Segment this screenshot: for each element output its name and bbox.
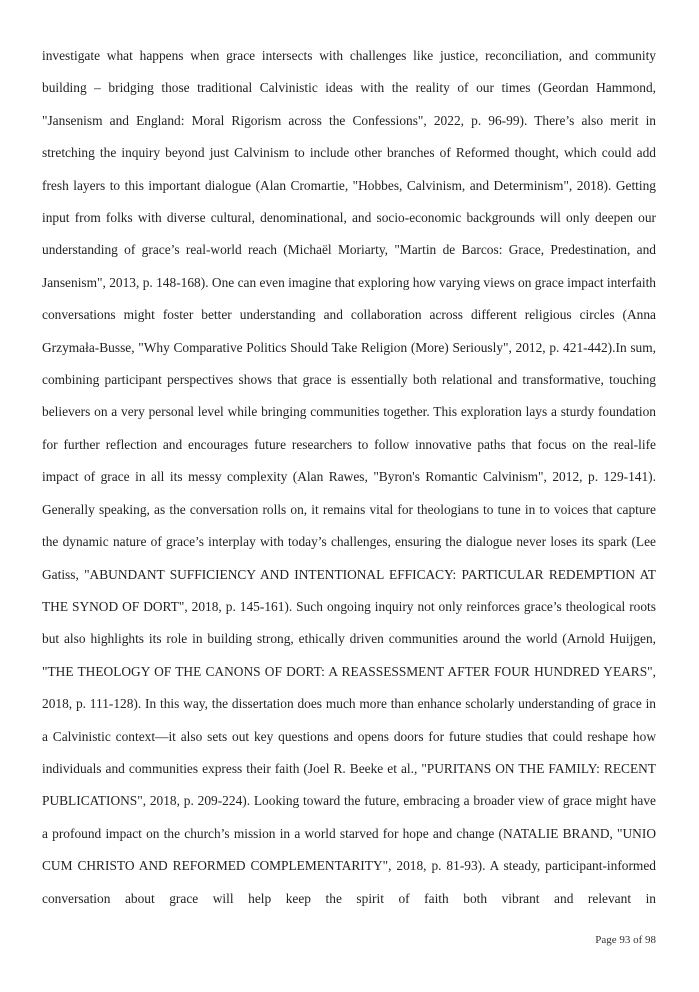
body-paragraph: investigate what happens when grace intersects with challenges like justice, reconciliation, and community building – bridging those traditional Calvinistic ideas with the reality of our times (Geordan Hammond, "Jansenism and England: Moral Rigorism across the Confessions", 2022, p. 96-99). There’s also merit in stretching the inquiry beyond just Calvinism to include other branches of Reformed thought, which could add fresh layers to this important dialogue (Alan Cromartie, "Hobbes, Calvinism, and Determinism", 2018). Getting input from folks with diverse cultural, denominational, and socio-economic backgrounds will only deepen our understanding of grace’s real-world reach (Michaël Moriarty, "Martin de Barcos: Grace, Predestination, and Jansenism", 2013, p. 148-168). One can even imagine that exploring how varying views on grace impact interfaith conversations might foster better understanding and collaboration across different religious circles (Anna Grzymała-Busse, "Why Comparative Politics Should Take Religion (More) Seriously", 2012, p. 421-442).In sum, combining participant perspectives shows that grace is essentially both relational and transformative, touching believers on a very personal level while bringing communities together. This exploration lays a sturdy foundation for further reflection and encourages future researchers to follow innovative paths that focus on the real-life impact of grace in all its messy complexity (Alan Rawes, "Byron's Romantic Calvinism", 2012, p. 129-141). Generally speaking, as the conversation rolls on, it remains vital for theologians to tune in to voices that capture the dynamic nature of grace’s interplay with today’s challenges, ensuring the dialogue never loses its spark (Lee Gatiss, "ABUNDANT SUFFICIENCY AND INTENTIONAL EFFICACY: PARTICULAR REDEMPTION AT THE SYNOD OF DORT", 2018, p. 145-161). Such ongoing inquiry not only reinforces grace’s theological roots but also highlights its role in building strong, ethically driven communities around the world (Arnold Huijgen, "THE THEOLOGY OF THE CANONS OF DORT: A REASSESSMENT AFTER FOUR HUNDRED YEARS", 2018, p. 111-128). In this way, the dissertation does much more than enhance scholarly understanding of grace in a Calvinistic context—it also sets out key questions and opens doors for future studies that could reshape how individuals and communities express their faith (Joel R. Beeke et al., "PURITANS ON THE FAMILY: RECENT PUBLICATIONS", 2018, p. 209-224). Looking toward the future, embracing a broader view of grace might have a profound impact on the church’s mission in a world starved for hope and change (NATALIE BRAND, "UNIO CUM CHRISTO AND REFORMED COMPLEMENTARITY", 2018, p. 81-93). A steady, participant-informed conversation about grace will help keep the spirit of faith both vibrant and relevant in <box>42 48 656 906</box>
page-number: Page 93 of 98 <box>595 934 656 946</box>
